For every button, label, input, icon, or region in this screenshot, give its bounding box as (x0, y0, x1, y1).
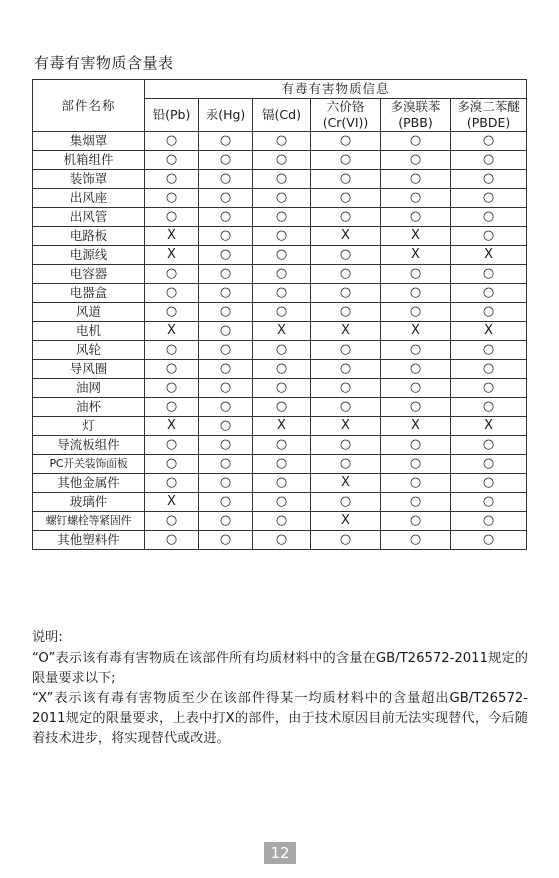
table-row (33, 436, 527, 455)
substance-mark-cell: ○ (145, 132, 199, 151)
substance-mark-cell: ○ (311, 493, 381, 512)
table-row (33, 284, 527, 303)
substance-mark-cell: ○ (253, 379, 311, 398)
substance-mark-cell: ○ (199, 474, 253, 493)
substance-mark-cell: X (311, 417, 381, 436)
substance-mark-cell: ○ (253, 303, 311, 322)
table-row (33, 151, 527, 170)
substance-mark-cell: ○ (311, 151, 381, 170)
substance-mark-cell: ○ (381, 436, 451, 455)
part-name-cell: 电源线 (33, 246, 145, 265)
substance-mark-cell: ○ (253, 512, 311, 531)
substance-mark-cell: ○ (253, 189, 311, 208)
substance-mark-cell: X (381, 322, 451, 341)
substance-mark-cell: ○ (253, 151, 311, 170)
substance-mark-cell: ○ (381, 132, 451, 151)
notes-label: 说明: (32, 630, 63, 645)
substance-mark-cell: ○ (199, 246, 253, 265)
table-row (33, 379, 527, 398)
substance-mark-cell: ○ (451, 132, 527, 151)
substance-mark-cell: ○ (253, 227, 311, 246)
substance-mark-cell: ○ (311, 436, 381, 455)
substance-mark-cell: X (145, 417, 199, 436)
substance-mark-cell: ○ (451, 341, 527, 360)
substance-mark-cell: ○ (311, 284, 381, 303)
table-header-row (33, 80, 527, 99)
x-mark-note: “X”表示该有毒有害物质至少在该部件得某一均质材料中的含量超出GB/T26572-2011规定的限量要求，上表中打X的部件，由于技术原因目前无法实现替代，今后随着技术进步，将实现替代或改进。 (32, 691, 528, 746)
substance-mark-cell: ○ (311, 398, 381, 417)
substance-mark-cell: X (145, 493, 199, 512)
substance-mark-cell: ○ (199, 303, 253, 322)
substance-column-header: 六价铬 (Cr(VI)) (311, 99, 381, 132)
substance-mark-cell: ○ (381, 265, 451, 284)
substance-mark-cell: ○ (253, 455, 311, 474)
substance-mark-cell: ○ (451, 379, 527, 398)
substance-mark-cell: X (253, 417, 311, 436)
substance-mark-cell: ○ (381, 284, 451, 303)
table-row (33, 512, 527, 531)
substance-mark-cell: ○ (311, 208, 381, 227)
substance-mark-cell: ○ (451, 398, 527, 417)
substance-mark-cell: ○ (381, 455, 451, 474)
substance-mark-cell: ○ (145, 170, 199, 189)
substance-mark-cell: ○ (381, 360, 451, 379)
table-row (33, 170, 527, 189)
table-row (33, 493, 527, 512)
page-number: 12 (264, 842, 296, 864)
substance-column-header: 铅(Pb) (145, 99, 199, 132)
substance-mark-cell: ○ (451, 474, 527, 493)
substance-mark-cell: ○ (451, 227, 527, 246)
substance-mark-cell: ○ (145, 398, 199, 417)
part-name-header: 部件名称 (33, 80, 145, 132)
notes-section (32, 628, 528, 749)
substance-mark-cell: ○ (451, 455, 527, 474)
substance-mark-cell: ○ (311, 265, 381, 284)
substance-mark-cell: ○ (199, 417, 253, 436)
part-name-cell: 机箱组件 (33, 151, 145, 170)
substance-mark-cell: X (145, 246, 199, 265)
part-name-cell: 其他金属件 (33, 474, 145, 493)
substance-mark-cell: ○ (253, 246, 311, 265)
substance-column-header: 镉(Cd) (253, 99, 311, 132)
substance-mark-cell: ○ (381, 379, 451, 398)
table-row (33, 246, 527, 265)
substance-mark-cell: ○ (199, 379, 253, 398)
substance-mark-cell: ○ (381, 474, 451, 493)
table-row (33, 265, 527, 284)
substance-mark-cell: ○ (253, 170, 311, 189)
substance-mark-cell: ○ (199, 341, 253, 360)
substance-mark-cell: ○ (451, 512, 527, 531)
substance-mark-cell: ○ (253, 132, 311, 151)
substance-mark-cell: ○ (199, 322, 253, 341)
substance-mark-cell: X (253, 322, 311, 341)
substance-mark-cell: ○ (145, 189, 199, 208)
table-row (33, 227, 527, 246)
table-row (33, 322, 527, 341)
substance-column-header: 多溴二苯醚 (PBDE) (451, 99, 527, 132)
substance-mark-cell: ○ (145, 474, 199, 493)
substance-mark-cell: ○ (145, 284, 199, 303)
table-row (33, 189, 527, 208)
substance-mark-cell: ○ (451, 493, 527, 512)
substance-mark-cell: ○ (253, 436, 311, 455)
part-name-cell: 螺钉螺栓等紧固件 (33, 512, 145, 531)
o-mark-note: “O”表示该有毒有害物质在该部件所有均质材料中的含量在GB/T26572-2011规定的限量要求以下; (32, 651, 528, 686)
table-row (33, 303, 527, 322)
substance-mark-cell: ○ (199, 208, 253, 227)
substance-mark-cell: ○ (199, 512, 253, 531)
substance-mark-cell: ○ (145, 151, 199, 170)
table-row (33, 398, 527, 417)
substance-mark-cell: ○ (311, 132, 381, 151)
substance-mark-cell: ○ (311, 189, 381, 208)
substance-mark-cell: ○ (451, 360, 527, 379)
substance-column-header: 汞(Hg) (199, 99, 253, 132)
substance-mark-cell: ○ (199, 284, 253, 303)
substance-mark-cell: ○ (381, 170, 451, 189)
part-name-cell: 油网 (33, 379, 145, 398)
substance-mark-cell: X (381, 246, 451, 265)
substance-mark-cell: X (311, 474, 381, 493)
part-name-cell: 玻璃件 (33, 493, 145, 512)
substance-mark-cell: ○ (451, 170, 527, 189)
table-row (33, 208, 527, 227)
part-name-cell: 其他塑料件 (33, 531, 145, 550)
part-name-cell: 风道 (33, 303, 145, 322)
substance-mark-cell: X (451, 322, 527, 341)
substance-mark-cell: ○ (199, 265, 253, 284)
substance-mark-cell: ○ (199, 227, 253, 246)
substance-mark-cell: ○ (381, 341, 451, 360)
substance-mark-cell: ○ (311, 531, 381, 550)
substance-mark-cell: X (311, 227, 381, 246)
substance-mark-cell: ○ (253, 208, 311, 227)
substance-mark-cell: ○ (311, 341, 381, 360)
substance-mark-cell: ○ (253, 493, 311, 512)
substance-mark-cell: ○ (145, 208, 199, 227)
substance-mark-cell: ○ (199, 151, 253, 170)
part-name-cell: 灯 (33, 417, 145, 436)
substance-mark-cell: X (381, 227, 451, 246)
substance-mark-cell: ○ (145, 379, 199, 398)
substance-mark-cell: ○ (253, 265, 311, 284)
substance-mark-cell: X (145, 322, 199, 341)
hazardous-substance-table (32, 79, 527, 550)
part-name-cell: 导流板组件 (33, 436, 145, 455)
substance-mark-cell: ○ (311, 303, 381, 322)
table-row (33, 417, 527, 436)
substance-mark-cell: ○ (253, 284, 311, 303)
substance-mark-cell: ○ (451, 436, 527, 455)
substance-info-header: 有毒有害物质信息 (145, 80, 527, 99)
part-name-cell: 电容器 (33, 265, 145, 284)
part-name-cell: 电路板 (33, 227, 145, 246)
substance-mark-cell: ○ (145, 360, 199, 379)
substance-mark-cell: ○ (381, 303, 451, 322)
part-name-cell: 出风座 (33, 189, 145, 208)
substance-mark-cell: ○ (199, 189, 253, 208)
substance-column-header: 多溴联苯 (PBB) (381, 99, 451, 132)
substance-mark-cell: ○ (253, 398, 311, 417)
substance-mark-cell: ○ (199, 455, 253, 474)
substance-mark-cell: ○ (145, 341, 199, 360)
substance-mark-cell: ○ (381, 208, 451, 227)
substance-mark-cell: ○ (381, 398, 451, 417)
substance-mark-cell: X (311, 512, 381, 531)
substance-mark-cell: X (311, 322, 381, 341)
substance-mark-cell: ○ (311, 455, 381, 474)
substance-mark-cell: ○ (145, 512, 199, 531)
substance-mark-cell: ○ (451, 531, 527, 550)
substance-mark-cell: ○ (199, 531, 253, 550)
part-name-cell: 出风管 (33, 208, 145, 227)
substance-mark-cell: ○ (451, 208, 527, 227)
substance-mark-cell: ○ (145, 303, 199, 322)
part-name-cell: 电器盒 (33, 284, 145, 303)
substance-mark-cell: ○ (145, 455, 199, 474)
substance-mark-cell: ○ (381, 493, 451, 512)
substance-mark-cell: X (381, 417, 451, 436)
substance-mark-cell: ○ (199, 436, 253, 455)
substance-mark-cell: ○ (253, 360, 311, 379)
substance-mark-cell: ○ (451, 151, 527, 170)
table-row (33, 455, 527, 474)
substance-mark-cell: ○ (253, 531, 311, 550)
part-name-cell: PC开关装饰面板 (33, 455, 145, 474)
substance-mark-cell: ○ (199, 398, 253, 417)
part-name-cell: 电机 (33, 322, 145, 341)
substance-mark-cell: ○ (381, 531, 451, 550)
substance-mark-cell: ○ (451, 265, 527, 284)
substance-mark-cell: X (451, 417, 527, 436)
substance-mark-cell: ○ (311, 360, 381, 379)
table-row (33, 360, 527, 379)
substance-mark-cell: ○ (145, 265, 199, 284)
substance-mark-cell: X (145, 227, 199, 246)
substance-mark-cell: ○ (253, 474, 311, 493)
substance-mark-cell: ○ (199, 360, 253, 379)
table-row (33, 531, 527, 550)
part-name-cell: 风轮 (33, 341, 145, 360)
table-row (33, 132, 527, 151)
substance-mark-cell: ○ (451, 189, 527, 208)
substance-mark-cell: ○ (311, 170, 381, 189)
substance-mark-cell: ○ (381, 512, 451, 531)
part-name-cell: 装饰罩 (33, 170, 145, 189)
substance-mark-cell: ○ (381, 189, 451, 208)
substance-mark-cell: X (451, 246, 527, 265)
substance-mark-cell: ○ (145, 531, 199, 550)
substance-mark-cell: ○ (451, 284, 527, 303)
part-name-cell: 导风圈 (33, 360, 145, 379)
substance-mark-cell: ○ (451, 303, 527, 322)
substance-mark-cell: ○ (253, 341, 311, 360)
substance-mark-cell: ○ (311, 246, 381, 265)
substance-mark-cell: ○ (199, 132, 253, 151)
substance-mark-cell: ○ (199, 493, 253, 512)
table-row (33, 341, 527, 360)
table-body (33, 132, 527, 550)
substance-mark-cell: ○ (145, 436, 199, 455)
substance-mark-cell: ○ (381, 151, 451, 170)
table-row (33, 474, 527, 493)
substance-mark-cell: ○ (199, 170, 253, 189)
part-name-cell: 集烟罩 (33, 132, 145, 151)
substance-mark-cell: ○ (311, 379, 381, 398)
part-name-cell: 油杯 (33, 398, 145, 417)
page-title: 有毒有害物质含量表 (34, 54, 174, 72)
